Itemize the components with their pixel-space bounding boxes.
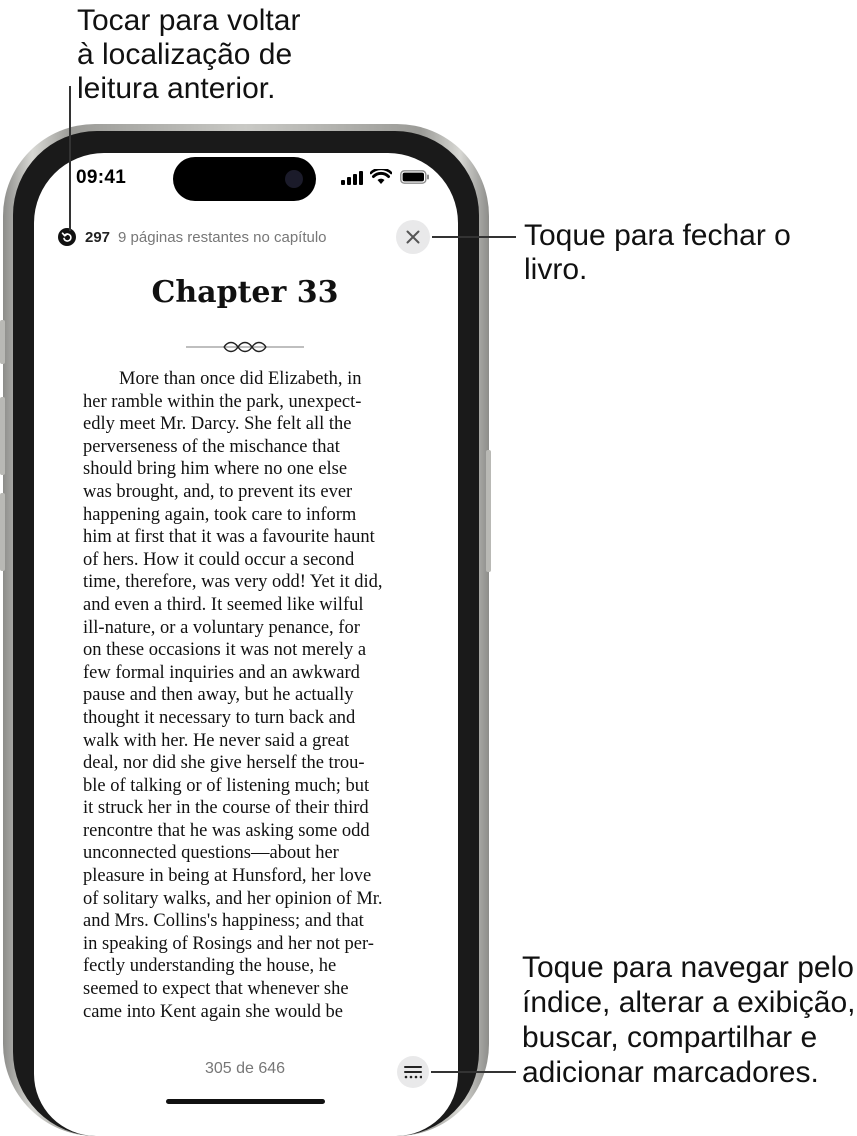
back-arrow-icon[interactable] xyxy=(58,228,76,246)
paragraph-line: unconnected questions—about her xyxy=(83,843,339,864)
paragraph-line: pleasure in being at Hunsford, her love xyxy=(83,866,372,887)
reader-menu-button[interactable] xyxy=(397,1056,429,1088)
paragraph-line: was brought, and, to prevent its ever xyxy=(83,481,353,502)
leader-line-menu xyxy=(431,1071,516,1073)
action-button xyxy=(0,320,5,364)
paragraph-line: him at first that it was a favourite haunt xyxy=(83,527,375,548)
paragraph-line: More than once did Elizabeth, in xyxy=(119,369,362,389)
book-paragraph xyxy=(83,368,425,1023)
close-icon xyxy=(406,230,420,244)
paragraph-line: ill-nature, or a voluntary penance, for xyxy=(83,617,360,638)
paragraph-line: thought it necessary to turn back and xyxy=(83,707,356,728)
cellular-signal-icon xyxy=(341,171,363,185)
pages-remaining-label: 9 páginas restantes no capítulo xyxy=(118,228,327,246)
paragraph-line: should bring him where no one else xyxy=(83,459,348,480)
paragraph-line: walk with her. He never said a great xyxy=(83,730,350,751)
paragraph-line: in speaking of Rosings and her not per- xyxy=(83,933,374,954)
reader-top-bar xyxy=(58,226,327,248)
paragraph-line: deal, nor did she give herself the trou- xyxy=(83,753,365,774)
paragraph-line: on these occasions it was not merely a xyxy=(83,640,367,661)
wifi-icon xyxy=(370,169,392,185)
paragraph-line: few formal inquiries and an awkward xyxy=(83,662,360,683)
paragraph-line: seemed to expect that whenever she xyxy=(83,979,349,1000)
paragraph-line: and even a third. It seemed like wilful xyxy=(83,594,364,615)
paragraph-line: time, therefore, was very odd! Yet it did, xyxy=(83,572,383,593)
paragraph-line: ble of talking or of listening much; but xyxy=(83,775,370,796)
leader-line-back xyxy=(69,86,71,231)
paragraph-line: rencontre that he was asking some odd xyxy=(83,820,370,841)
paragraph-line: pause and then away, but he actually xyxy=(83,685,354,706)
volume-up-button xyxy=(0,397,5,475)
page-indicator: 305 de 646 xyxy=(204,1060,286,1077)
paragraph-line: fectly understanding the house, he xyxy=(83,956,337,977)
side-button xyxy=(486,450,491,572)
paragraph-line: it struck her in the course of their third xyxy=(83,798,369,819)
paragraph-line: of solitary walks, and her opinion of Mr. xyxy=(83,888,383,909)
battery-icon xyxy=(400,170,430,184)
chapter-title: Chapter 33 xyxy=(151,275,339,310)
paragraph-line: perverseness of the mischance that xyxy=(83,436,340,457)
current-page-number[interactable]: 297 xyxy=(85,228,111,246)
menu-icon xyxy=(404,1065,422,1079)
close-button[interactable] xyxy=(396,220,430,254)
callout-back: Tocar para voltar à localização de leitura anterior. xyxy=(77,4,301,105)
home-indicator[interactable] xyxy=(166,1099,325,1104)
callout-menu: Toque para navegar pelo índice, alterar a exibição, buscar, compartilhar e adicionar marcadores. xyxy=(522,951,856,1089)
paragraph-line: and Mrs. Collins's happiness; and that xyxy=(83,911,364,932)
paragraph-line: happening again, took care to inform xyxy=(83,504,357,525)
paragraph-line: came into Kent again she would be xyxy=(83,1001,343,1022)
front-camera xyxy=(285,170,303,188)
paragraph-line: her ramble within the park, unexpect- xyxy=(83,391,362,412)
paragraph-line: of hers. How it could occur a second xyxy=(83,549,355,570)
volume-down-button xyxy=(0,493,5,571)
leader-line-close xyxy=(432,236,516,238)
callout-close: Toque para fechar o livro. xyxy=(524,219,791,286)
status-time: 09:41 xyxy=(76,167,127,188)
ornament-divider-icon xyxy=(186,339,304,355)
paragraph-line: edly meet Mr. Darcy. She felt all the xyxy=(83,414,352,435)
